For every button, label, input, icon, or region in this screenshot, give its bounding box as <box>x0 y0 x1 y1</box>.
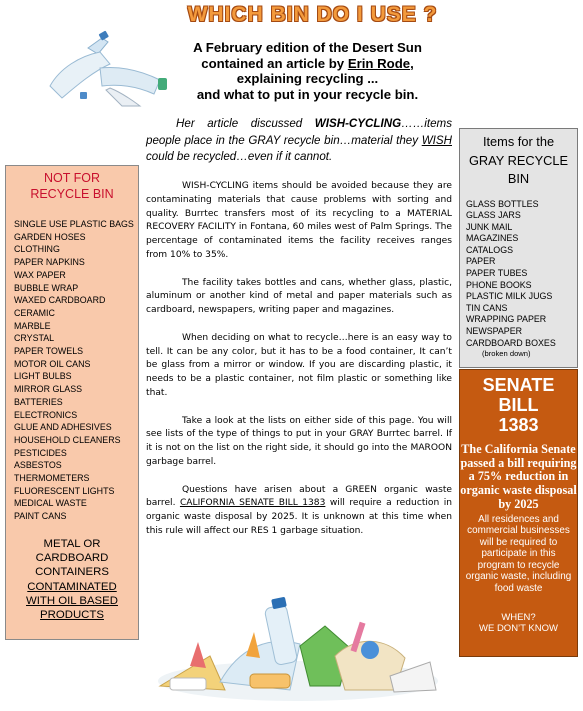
list-item: MIRROR GLASS <box>14 384 83 395</box>
list-item: PAPER TUBES <box>466 268 528 279</box>
not-for-recycle-heading <box>6 171 138 202</box>
intro-line: A February edition of the Desert Sun <box>193 40 422 55</box>
article-body <box>146 180 452 553</box>
heading-line: Items for the <box>482 134 555 149</box>
senate-bill-details: All residences and commercial businesses will be required to participate in this program to recycle organic waste, including food waste <box>465 513 572 595</box>
intro-block <box>165 40 450 102</box>
list-item: MAGAZINES <box>466 233 519 244</box>
gray-recycle-bin-heading <box>460 133 577 189</box>
senate-bill-panel <box>459 369 578 657</box>
list-item: GARDEN HOSES <box>14 231 86 242</box>
intro-line: and what to put in your recycle bin. <box>196 86 419 102</box>
body-paragraph: When deciding on what to recycle…here is an easy way to tell. It can be any color, but it has to be a food container, It can’t be glass from a mirror or window. If you are discarding plastic, it needs to be a plastic container, not film plastic or something like that. <box>146 332 452 398</box>
list-item: THERMOMETERS <box>14 473 90 484</box>
intro-line: explaining recycling ... <box>236 71 379 86</box>
title-line: BILL <box>498 395 539 415</box>
list-item: GLASS BOTTLES <box>466 198 539 209</box>
body-paragraph: WISH-CYCLING items should be avoided because they are contaminating materials that cause problems with sorting and quality. Burrtec transfers most of its recycling to a MATERIAL RECOVERY FACILITY in Fontana, 60 miles west of Palm Springs. The percentage of contaminated items the facility receives ranges from 10% to 35%. <box>146 181 452 260</box>
list-item: JUNK MAIL <box>466 221 513 232</box>
list-item: PESTICIDES <box>14 447 67 458</box>
list-item: FLUORESCENT LIGHTS <box>14 485 115 496</box>
list-item: BUBBLE WRAP <box>14 282 79 293</box>
list-item: PLASTIC MILK JUGS <box>466 291 553 302</box>
wish-cycling-term: WISH-CYCLING <box>314 117 402 130</box>
list-item: WAXED CARDBOARD <box>14 295 106 306</box>
list-item: WRAPPING PAPER <box>466 314 547 325</box>
not-for-recycle-list <box>14 218 138 523</box>
list-note: (broken down) <box>482 349 531 359</box>
list-item: PAPER TOWELS <box>14 346 84 357</box>
wish-term: WISH <box>421 133 452 147</box>
list-item: CATALOGS <box>466 244 514 255</box>
footer-line: WITH OIL BASED <box>26 595 118 608</box>
list-item: PAPER <box>466 256 496 267</box>
body-paragraph: Take a look at the lists on either side of this page. You will see lists of the type of things to put in your GRAY Burrtec barrel. If it is not on the list on the right side, it should go into the MAROON garbage barrel. <box>146 415 452 467</box>
footer-line: PRODUCTS <box>40 609 104 622</box>
when-line: WE DON’T KNOW <box>479 623 558 635</box>
lead-text: Her article discussed <box>176 117 315 130</box>
list-item: BATTERIES <box>14 396 63 407</box>
list-item: GLUE AND ADHESIVES <box>14 422 112 433</box>
list-item: CARDBOARD BOXES <box>466 337 556 348</box>
intro-text: contained an article by <box>201 55 348 71</box>
body-paragraph <box>146 484 452 539</box>
list-item: ASBESTOS <box>14 460 62 471</box>
list-item: ELECTRONICS <box>14 409 78 420</box>
lead-text: could be recycled…even if it cannot. <box>146 150 333 163</box>
list-item: MOTOR OIL CANS <box>14 358 91 369</box>
gray-recycle-bin-list <box>466 199 577 359</box>
gray-recycle-bin-panel <box>459 128 578 368</box>
list-item: PHONE BOOKS <box>466 279 532 290</box>
list-item: CERAMIC <box>14 307 55 318</box>
body-paragraph: The facility takes bottles and cans, whether glass, plastic, aluminum or another kind of metal and paper materials such as cardboard, newspapers, writing paper and magazines. <box>146 277 452 316</box>
body-text: will require a reduction in organic waste disposal by 2025. It is unknown at this time when this rule will affect our RES 1 garbage situation. <box>146 498 452 536</box>
list-item: NEWSPAPER <box>466 326 523 337</box>
list-item: CLOTHING <box>14 244 60 255</box>
senate-bill-summary: The California Senate passed a bill requiring a 75% reduction in organic waste disposal by 2025 <box>460 442 577 511</box>
footer-line: METAL OR <box>43 537 101 550</box>
intro-text: , <box>410 55 414 71</box>
senate-bill-reference: CALIFORNIA SENATE BILL 1383 <box>179 498 326 509</box>
list-item: GLASS JARS <box>466 210 521 221</box>
intro-line <box>165 56 450 72</box>
list-item: MEDICAL WASTE <box>14 498 87 509</box>
page-title: WHICH BIN DO I USE ? <box>187 3 438 26</box>
list-item: LIGHT BULBS <box>14 371 72 382</box>
senate-bill-when <box>460 612 577 635</box>
senate-bill-title <box>460 375 577 435</box>
heading-line: GRAY RECYCLE <box>468 152 569 168</box>
plastic-bottles-illustration <box>40 28 180 108</box>
not-for-recycle-footer <box>6 537 138 623</box>
heading-line: BIN <box>507 171 530 186</box>
list-item: CRYSTAL <box>14 333 55 344</box>
footer-line: CONTAINERS <box>35 566 109 579</box>
not-for-recycle-panel <box>5 165 139 640</box>
heading-line: NOT FOR <box>43 171 101 185</box>
list-item: SINGLE USE PLASTIC BAGS <box>14 219 134 229</box>
heading-line: RECYCLE BIN <box>30 186 114 201</box>
list-item: HOUSEHOLD CLEANERS <box>14 434 121 445</box>
plastic-waste-pile-illustration <box>150 586 445 704</box>
title-line: SENATE <box>482 375 555 395</box>
list-item: PAINT CANS <box>14 511 67 522</box>
list-item: PAPER NAPKINS <box>14 257 85 268</box>
lead-paragraph <box>146 116 452 166</box>
footer-line: CARDBOARD <box>35 552 109 565</box>
lead-text: ……items people place in the GRAY recycle bin…material they <box>146 117 452 147</box>
list-item: MARBLE <box>14 320 51 331</box>
when-line: WHEN? <box>501 611 536 623</box>
list-item: TIN CANS <box>466 302 508 313</box>
footer-line: CONTAMINATED <box>27 580 117 593</box>
body-text: Questions have arisen about a GREEN organic waste barrel. <box>146 484 452 509</box>
list-item: WAX PAPER <box>14 269 66 280</box>
title-line: 1383 <box>498 415 539 435</box>
author-name: Erin Rode <box>347 55 411 71</box>
